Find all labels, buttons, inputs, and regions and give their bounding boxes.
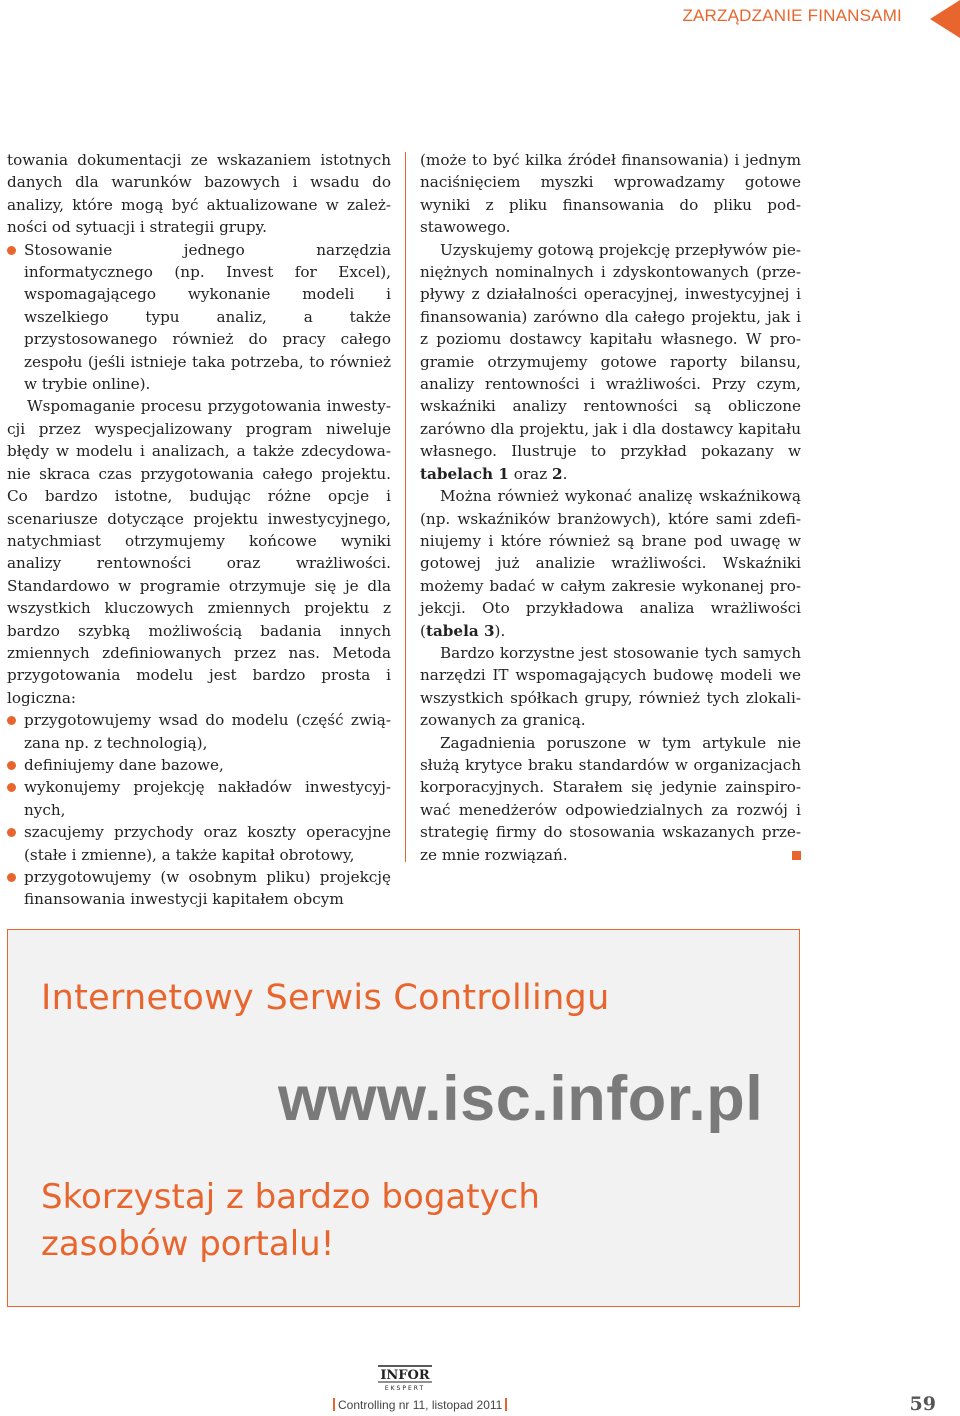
end-of-article-icon [792,851,801,860]
bullet-icon [7,246,16,255]
logo-text: INFOR [380,1368,430,1383]
article-column-right [420,149,801,866]
header-triangle-icon [930,0,960,38]
list-item-text: definiujemy dane bazowe, [24,755,224,774]
list-item [7,866,391,911]
publication-info: Controlling nr 11, listopad 2011 [338,1398,503,1412]
paragraph: Wspomaganie procesu przygotowania inwestycji przez wyspecjalizowany program niweluje błędy w modelu i analizach, a także zdecydowanie skraca czas przygotowania całego projektu. Co bardzo istotne, budując różne opcje i scenariusze dotyczące projektu inwestycyjnego, natychmiast otrzymujemy końcowe wyniki analizy rentowności oraz wrażliwości. Standardowo w programie otrzymuje się je dla wszystkich kluczowych zmiennych projektu z bardzo szybką możliwością badania innych zmiennych zdefiniowanych przez nas. Metoda przygotowania modelu jest bardzo prosta i logiczna: [7,397,391,707]
paragraph: towania dokumentacji ze wskazaniem istotnych danych dla warunków bazowych i wsadu do analizy, które mogą być aktualizowane w zależności od sytuacji i strategii grupy. [7,151,391,237]
ad-title: Internetowy Serwis Controllingu [41,978,610,1018]
list-item [7,776,391,821]
page-footer [330,1398,510,1412]
paragraph [420,732,801,866]
list-item [7,709,391,754]
paragraph-text: Można również wykonać analizę wskaźnikową (np. wskaźników branżowych), które sami zdefiniujemy i które również są brane pod uwagę w gotowej już analizie wrażliwości. Wskaźniki możemy badać w całym zakresie wykonanej projekcji. Oto przykładowa analiza wrażliwości ( [420,487,801,640]
paragraph-text: Zagadnienia poruszone w tym artykule nie służą krytyce braku standardów w organizacjach korporacyjnych. Starałem się jedynie zainspirować menedżerów odpowiedzialnych za rozwój i strategię firmy do stosowania wskazanych przeze mnie rozwiązań. [420,733,801,864]
advertisement-box [7,929,800,1307]
paragraph [420,485,801,642]
paragraph: Bardzo korzystne jest stosowanie tych samych narzędzi IT wspomagających budowę modeli we wszystkich spółkach grupy, również tych zlokalizowanych za granicą. [420,643,801,730]
infor-ekspert-logo [374,1360,436,1392]
paragraph-text: Uzyskujemy gotową projekcję przepływów pieniężnych nominalnych i zdyskontowanych (przepływy z działalności operacyjnej, inwestycyjnej i finansowania) zarówno dla całego projektu, jak i z poziomu dostawcy kapitału własnego. W programie otrzymujemy gotowe raporty bilansu, analizy rentowności i wrażliwości. Przy czym, wskaźniki analizy rentowności są obliczone zarówno dla projektu, jak i dla dostawcy kapitału własnego. Ilustruje to przykład pokazany w [420,240,801,461]
paragraph: (może to być kilka źródeł finansowania) i jednym naciśnięciem myszki wprowadzamy gotowe wyniki z pliku finansowania do pliku podstawowego. [420,151,801,237]
bullet-icon [7,828,16,837]
logo-subtitle: EKSPERT [384,1385,426,1392]
bullet-icon [7,783,16,792]
table-reference: 2 [552,464,563,483]
paragraph [420,239,801,485]
paragraph-text: . [562,464,568,483]
paragraph-text: oraz [508,464,553,483]
table-reference: tabelach 1 [420,464,509,483]
ad-tagline: Skorzystaj z bardzo bogatych zasobów portalu! [41,1177,540,1264]
table-reference: tabela 3 [425,621,495,640]
list-item-text: Stosowanie jednego narzędzia informatycznego (np. Invest for Excel), wspomagającego wykonanie modeli i wszelkiego typu analiz, a także przystosowanego również do pracy całego zespołu (jeśli istnieje taka potrzeba, to również w trybie online). [24,240,391,394]
bullet-icon [7,716,16,725]
ad-url-link[interactable]: www.isc.infor.pl [278,1064,764,1134]
footer-bar-icon [333,1398,335,1411]
list-item-text: przygotowujemy wsad do modelu (część związana np. z technologią), [24,711,391,752]
list-item [7,821,391,866]
list-item-text: szacujemy przychody oraz koszty operacyjne (stałe i zmienne), a także kapitał obrotowy, [24,823,391,864]
list-item-text: przygotowujemy (w osobnym pliku) projekcję finansowania inwestycji kapitałem obcym [24,868,391,909]
article-column-left [7,149,391,911]
section-title: ZARZĄDZANIE FINANSAMI [682,6,902,25]
bullet-icon [7,873,16,882]
page-number: 59 [909,1393,936,1415]
list-item [7,239,391,396]
bullet-icon [7,761,16,770]
footer-bar-icon [505,1398,507,1411]
list-item [7,754,391,776]
column-divider [405,152,406,862]
list-item-text: wykonujemy projekcję nakładów inwestycyjnych, [24,778,391,819]
paragraph-text: ). [494,621,506,640]
